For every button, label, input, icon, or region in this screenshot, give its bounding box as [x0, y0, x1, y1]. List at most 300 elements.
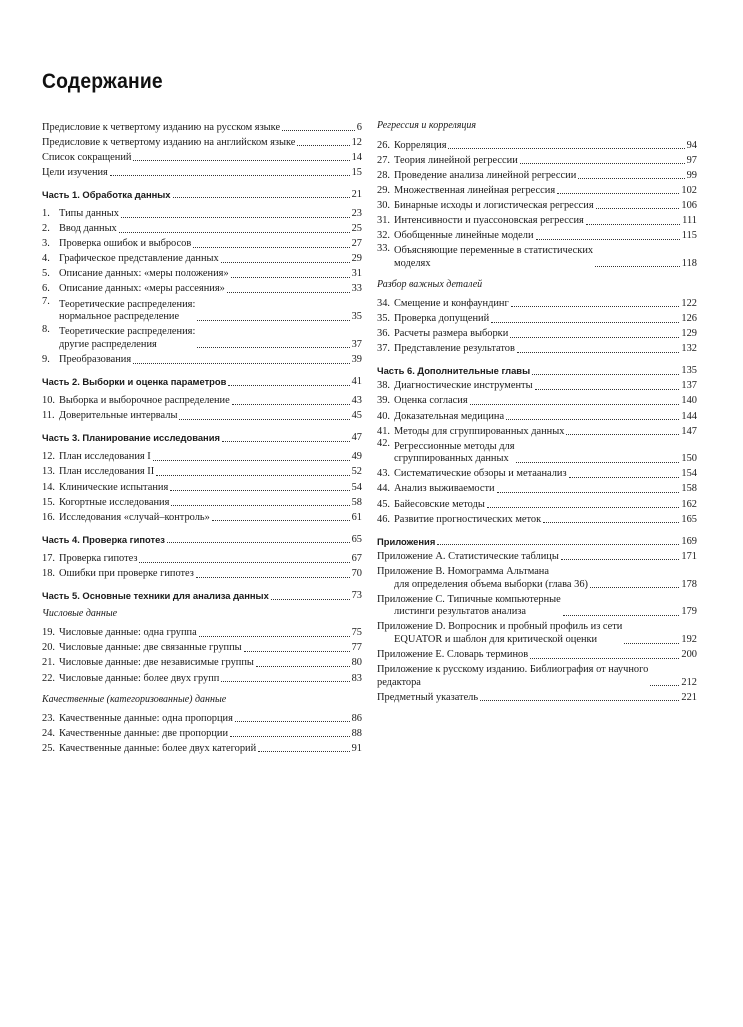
toc-page-number: 118 [681, 257, 697, 269]
toc-page-number: 221 [681, 691, 697, 703]
toc-page-number: 37 [351, 338, 362, 350]
chapter-number: 32. [377, 230, 390, 242]
toc-entry[interactable] [42, 509, 362, 524]
dot-leader [256, 666, 350, 667]
chapter-number: 23. [42, 712, 55, 724]
toc-part-heading[interactable] [42, 531, 362, 546]
toc-entry[interactable] [42, 236, 362, 251]
toc-page-number: 31 [351, 268, 362, 280]
toc-page-number: 61 [351, 511, 362, 523]
toc-entry[interactable] [377, 137, 697, 152]
toc-entry-text-line2: сгруппированных данных [394, 453, 509, 465]
toc-entry[interactable] [42, 740, 362, 755]
chapter-number: 14. [42, 481, 55, 493]
toc-entry-text: Систематические обзоры и метаанализ [394, 468, 567, 480]
dot-leader [448, 148, 684, 149]
toc-entry[interactable] [377, 197, 697, 212]
chapter-number: 40. [377, 410, 390, 422]
dot-leader [437, 544, 679, 545]
chapter-number: 30. [377, 199, 390, 211]
dot-leader [121, 217, 350, 218]
toc-part-title: Часть 5. Основные техники для анализа данных [42, 590, 269, 602]
toc-entry-text: Клинические испытания [59, 481, 169, 493]
toc-entry-text: Преобразования [59, 353, 132, 365]
toc-entry-text-line2: моделях [394, 257, 431, 269]
toc-entry[interactable] [42, 640, 362, 655]
toc-page-number: 94 [686, 139, 697, 151]
toc-page-number: 99 [686, 169, 697, 181]
toc-entry[interactable] [377, 647, 697, 662]
dot-leader [590, 587, 679, 588]
dot-leader [221, 681, 349, 682]
toc-entry[interactable] [377, 619, 697, 647]
toc-entry-text: Множественная линейная регрессия [394, 184, 556, 196]
toc-entry-text: Анализ выживаемости [394, 483, 495, 495]
toc-entry-text-line2: EQUATOR и шаблон для критической оценки [394, 633, 598, 645]
toc-entry[interactable] [377, 662, 697, 690]
chapter-number: 13. [42, 466, 55, 478]
toc-entry[interactable] [42, 251, 362, 266]
dot-leader [543, 522, 679, 523]
toc-entry[interactable] [42, 710, 362, 725]
toc-page-number: 77 [351, 642, 362, 654]
dot-leader [566, 434, 679, 435]
toc-entry-text-line2: для определения объема выборки (глава 36) [394, 578, 588, 590]
dot-leader [110, 175, 350, 176]
toc-page-number: 45 [351, 410, 362, 422]
chapter-number: 20. [42, 642, 55, 654]
toc-entry-text-line1: Приложение D. Вопросник и пробный профиль из сети [377, 621, 623, 633]
toc-entry[interactable] [42, 134, 362, 149]
dot-leader [561, 559, 680, 560]
toc-entry[interactable] [377, 466, 697, 481]
toc-entry-text-line1: Объясняющие переменные в статистических [394, 245, 594, 257]
chapter-number: 38. [377, 380, 390, 392]
toc-entry[interactable] [42, 550, 362, 565]
toc-page-number: 47 [351, 432, 362, 444]
toc-entry-text: Расчеты размера выборки [394, 328, 509, 340]
toc-entry-text: Диагностические инструменты [394, 380, 533, 392]
toc-entry-text: Выборка и выборочное распределение [59, 395, 230, 407]
toc-entry[interactable] [42, 324, 362, 352]
toc-entry-text: План исследования I [59, 451, 151, 463]
chapter-number: 39. [377, 395, 390, 407]
dot-leader [230, 736, 350, 737]
toc-page-number: 39 [351, 353, 362, 365]
chapter-number: 2. [42, 223, 50, 235]
toc-entry-text: План исследования II [59, 466, 155, 478]
toc-entry[interactable] [42, 266, 362, 281]
toc-entry[interactable] [42, 479, 362, 494]
chapter-number: 31. [377, 214, 390, 226]
toc-part-heading[interactable] [42, 186, 362, 201]
chapter-number: 22. [42, 672, 55, 684]
toc-entry[interactable] [377, 378, 697, 393]
dot-leader [232, 404, 350, 405]
toc-entry[interactable] [377, 310, 697, 325]
dot-leader [227, 292, 350, 293]
toc-part-title: Часть 4. Проверка гипотез [42, 533, 165, 545]
chapter-number: 1. [42, 207, 50, 219]
dot-leader [516, 462, 679, 463]
dot-leader [197, 320, 349, 321]
toc-entry[interactable] [42, 149, 362, 164]
chapter-number: 9. [42, 353, 50, 365]
toc-entry[interactable] [42, 655, 362, 670]
toc-entry[interactable] [42, 725, 362, 740]
toc-entry[interactable] [377, 393, 697, 408]
toc-page-number: 91 [351, 742, 362, 754]
toc-entry-text: Доказательная медицина [394, 410, 505, 422]
toc-entry[interactable] [377, 548, 697, 563]
toc-part-heading[interactable] [42, 430, 362, 445]
dot-leader [297, 145, 349, 146]
dot-leader [624, 643, 679, 644]
chapter-number: 11. [42, 410, 55, 422]
toc-page-number: 29 [351, 253, 362, 265]
toc-part-title: Приложения [377, 535, 436, 547]
chapter-number: 8. [42, 323, 50, 335]
toc-entry-text: Оценка согласия [394, 395, 468, 407]
toc-entry-text: Теория линейной регрессии [394, 154, 518, 166]
toc-entry[interactable] [377, 563, 697, 591]
toc-page-number: 14 [351, 151, 362, 163]
toc-entry[interactable] [377, 511, 697, 526]
toc-entry-text-line1: Теоретические распределения: [59, 326, 196, 338]
dot-leader [563, 615, 680, 616]
toc-entry[interactable] [377, 408, 697, 423]
toc-page-number: 80 [351, 657, 362, 669]
chapter-number: 33. [377, 242, 390, 254]
chapter-number: 36. [377, 328, 390, 340]
dot-leader [170, 490, 349, 491]
dot-leader [530, 658, 679, 659]
toc-entry-text: Качественные данные: две пропорции [59, 727, 229, 739]
toc-page-number: 75 [351, 627, 362, 639]
toc-page-number: 15 [351, 166, 362, 178]
toc-entry-text: Когортные исследования [59, 496, 170, 508]
toc-page-number: 111 [682, 214, 697, 226]
chapter-number: 44. [377, 483, 390, 495]
toc-page-number: 135 [681, 365, 697, 377]
dot-leader [196, 577, 350, 578]
chapter-number: 18. [42, 568, 55, 580]
toc-part-title: Часть 3. Планирование исследования [42, 432, 220, 444]
dot-leader [535, 389, 680, 390]
toc-entry-text: Байесовские методы [394, 498, 485, 510]
toc-entry-text: Представление результатов [394, 343, 515, 355]
toc-page-number: 102 [681, 184, 697, 196]
dot-leader [221, 262, 350, 263]
dot-leader [480, 700, 679, 701]
toc-left-column [42, 119, 362, 755]
toc-entry-text-line1: Приложение к русскому изданию. Библиография от научного [377, 664, 649, 676]
toc-entry[interactable] [42, 408, 362, 423]
chapter-number: 34. [377, 297, 390, 309]
toc-entry-text: Бинарные исходы и логистическая регрессия [394, 199, 594, 211]
toc-page-number: 41 [351, 376, 362, 387]
toc-entry-text: Приложение E. Словарь терминов [377, 649, 529, 660]
toc-page-number: 54 [351, 481, 362, 493]
toc-right-column [377, 119, 697, 704]
toc-entry-text: Корреляция [394, 139, 447, 151]
toc-part-title: Часть 1. Обработка данных [42, 188, 171, 200]
toc-entry-text: Описание данных: «меры положения» [59, 268, 229, 280]
toc-entry-text: Числовые данные: две связанные группы [59, 642, 242, 654]
toc-page-number: 88 [351, 727, 362, 739]
toc-entry-text: Смещение и конфаундинг [394, 297, 509, 309]
toc-entry[interactable] [42, 205, 362, 220]
toc-page-number: 25 [351, 223, 362, 235]
chapter-number: 46. [377, 513, 390, 525]
toc-entry-text: Приложение A. Статистические таблицы [377, 550, 559, 562]
toc-entry[interactable] [377, 341, 697, 356]
toc-entry[interactable] [377, 423, 697, 438]
toc-subsection-heading: Качественные (категоризованные) данные [42, 693, 227, 705]
toc-page-number: 86 [351, 712, 362, 724]
chapter-number: 29. [377, 184, 390, 196]
dot-leader [596, 208, 680, 209]
toc-entry[interactable] [42, 281, 362, 296]
toc-entry-text: Описание данных: «меры рассеяния» [59, 283, 225, 295]
toc-part-heading[interactable] [377, 363, 697, 378]
toc-entry-text: Проверка ошибок и выбросов [59, 238, 192, 250]
chapter-number: 4. [42, 253, 50, 265]
toc-entry[interactable] [377, 481, 697, 496]
chapter-number: 37. [377, 343, 390, 355]
chapter-number: 45. [377, 498, 390, 510]
chapter-number: 27. [377, 154, 390, 166]
toc-entry-text: Предисловие к четвертому изданию на английском языке [42, 136, 296, 148]
toc-entry[interactable] [42, 464, 362, 479]
toc-page-number: 12 [351, 136, 362, 148]
toc-entry[interactable] [42, 351, 362, 366]
toc-entry-text-line2: нормальное распределение [59, 311, 180, 323]
dot-leader [586, 224, 680, 225]
toc-entry-text: Исследования «случай–контроль» [59, 511, 210, 523]
toc-entry-text: Графическое представление данных [59, 253, 219, 265]
chapter-number: 35. [377, 312, 390, 324]
toc-page-number: 106 [681, 199, 697, 211]
chapter-number: 17. [42, 552, 55, 564]
chapter-number: 24. [42, 727, 55, 739]
toc-page-number: 132 [681, 343, 697, 355]
toc-part-heading[interactable] [42, 374, 362, 389]
chapter-number: 41. [377, 425, 390, 437]
chapter-number: 25. [42, 742, 55, 754]
toc-page-number: 158 [681, 483, 697, 495]
toc-page-number: 147 [681, 425, 697, 437]
toc-page-number: 137 [681, 380, 697, 392]
toc-entry-text-line1: Теоретические распределения: [59, 298, 196, 310]
dot-leader [497, 492, 680, 493]
dot-leader [557, 193, 679, 194]
dot-leader [510, 337, 679, 338]
toc-entry-text: Методы для сгруппированных данных [394, 425, 565, 437]
dot-leader [517, 352, 680, 353]
chapter-number: 5. [42, 268, 50, 280]
toc-entry[interactable] [42, 221, 362, 236]
toc-page-number: 144 [681, 410, 697, 422]
toc-entry[interactable] [42, 625, 362, 640]
toc-entry[interactable] [42, 494, 362, 509]
dot-leader [511, 306, 680, 307]
toc-entry[interactable] [377, 689, 697, 704]
toc-entry[interactable] [42, 393, 362, 408]
chapter-number: 42. [377, 438, 390, 450]
toc-page-number: 67 [351, 552, 362, 564]
toc-part-heading[interactable] [42, 588, 362, 603]
chapter-number: 16. [42, 511, 55, 523]
toc-page-number: 70 [351, 568, 362, 580]
toc-entry-text-line2: листинги результатов анализа [394, 606, 526, 618]
toc-entry[interactable] [42, 566, 362, 581]
toc-entry[interactable] [377, 167, 697, 182]
dot-leader [578, 178, 684, 179]
toc-entry-text: Проверка гипотез [59, 552, 138, 564]
toc-entry[interactable] [377, 326, 697, 341]
toc-entry-text: Интенсивности и пуассоновская регрессия [394, 214, 584, 226]
toc-page-number: 97 [686, 154, 697, 166]
dot-leader [193, 247, 349, 248]
toc-entry[interactable] [377, 438, 697, 466]
dot-leader [282, 130, 355, 131]
toc-entry[interactable] [42, 449, 362, 464]
toc-entry[interactable] [42, 670, 362, 685]
toc-page-number: 73 [351, 590, 362, 602]
dot-leader [532, 374, 679, 375]
dot-leader [520, 163, 685, 164]
chapter-number: 15. [42, 496, 55, 508]
toc-entry-text: Качественные данные: более двух категорий [59, 742, 257, 754]
toc-page-number: 65 [351, 533, 362, 545]
toc-entry[interactable] [377, 295, 697, 310]
dot-leader [173, 197, 350, 198]
toc-entry-text: Качественные данные: одна пропорция [59, 712, 233, 724]
dot-leader [156, 475, 349, 476]
dot-leader [222, 441, 350, 442]
dot-leader [235, 721, 350, 722]
chapter-number: 6. [42, 283, 50, 295]
toc-entry[interactable] [377, 212, 697, 227]
dot-leader [506, 419, 679, 420]
toc-page-number: 35 [351, 311, 362, 323]
dot-leader [167, 542, 350, 543]
toc-page-number: 150 [681, 453, 697, 465]
toc-entry-text: Ошибки при проверке гипотез [59, 568, 194, 580]
toc-page-number: 33 [351, 283, 362, 295]
toc-entry[interactable] [377, 228, 697, 243]
dot-leader [133, 363, 349, 364]
dot-leader [197, 347, 349, 348]
dot-leader [119, 232, 350, 233]
toc-part-heading[interactable] [377, 533, 697, 548]
toc-page-number: 169 [681, 535, 697, 547]
toc-entry-text: Предметный указатель [377, 691, 479, 703]
chapter-number: 21. [42, 657, 55, 669]
toc-entry[interactable] [42, 119, 362, 134]
toc-entry-text: Обобщенные линейные модели [394, 230, 534, 242]
toc-entry[interactable] [377, 152, 697, 167]
toc-page-number: 178 [681, 578, 697, 590]
toc-page-number: 179 [681, 606, 697, 618]
dot-leader [212, 520, 350, 521]
toc-entry[interactable] [42, 164, 362, 179]
toc-page-number: 200 [681, 649, 697, 660]
toc-entry-text: Ввод данных [59, 223, 117, 235]
chapter-number: 43. [377, 468, 390, 480]
dot-leader [179, 419, 349, 420]
toc-page-number: 43 [351, 395, 362, 407]
toc-page-number: 165 [681, 513, 697, 525]
toc-entry[interactable] [42, 296, 362, 324]
dot-leader [569, 477, 680, 478]
toc-page-number: 27 [351, 238, 362, 250]
toc-page-number: 115 [681, 230, 697, 242]
toc-entry-text: Числовые данные: две независимые группы [59, 657, 254, 669]
chapter-number: 12. [42, 451, 55, 463]
toc-page-number: 154 [681, 468, 697, 480]
toc-entry-text-line1: Приложение B. Номограмма Альтмана [377, 565, 549, 577]
toc-entry-text-line2: другие распределения [59, 338, 157, 350]
toc-page-number: 49 [351, 451, 362, 463]
toc-page-number: 171 [681, 550, 697, 562]
chapter-number: 7. [42, 296, 50, 308]
toc-page-number: 83 [351, 672, 362, 684]
chapter-number: 28. [377, 169, 390, 181]
toc-entry-text: Список сокращений [42, 151, 132, 163]
dot-leader [199, 636, 350, 637]
dot-leader [133, 160, 349, 161]
toc-entry-text-line1: Регрессионные методы для [394, 440, 515, 452]
dot-leader [244, 651, 350, 652]
toc-entry[interactable] [377, 243, 697, 271]
toc-part-title: Часть 6. Дополнительные главы [377, 365, 531, 377]
dot-leader [491, 322, 679, 323]
dot-leader [470, 404, 680, 405]
toc-subsection-heading: Регрессия и корреляция [377, 120, 477, 132]
toc-entry-text: Доверительные интервалы [59, 410, 178, 422]
chapter-number: 3. [42, 238, 50, 250]
toc-entry-text-line1: Приложение C. Типичные компьютерные [377, 593, 561, 605]
dot-leader [139, 562, 349, 563]
toc-entry-text: Развитие прогностических меток [394, 513, 542, 525]
toc-page-number: 212 [681, 676, 697, 688]
dot-leader [228, 385, 349, 386]
toc-entry[interactable] [377, 496, 697, 511]
toc-entry-text: Проверка допущений [394, 312, 490, 324]
dot-leader [536, 239, 680, 240]
toc-subsection-heading: Разбор важных деталей [377, 278, 483, 290]
toc-entry-text: Числовые данные: более двух групп [59, 672, 220, 684]
toc-subsection-heading: Числовые данные [42, 608, 118, 620]
dot-leader [258, 751, 349, 752]
dot-leader [153, 460, 350, 461]
toc-entry-text: Типы данных [59, 207, 119, 219]
toc-entry[interactable] [377, 182, 697, 197]
dot-leader [595, 266, 680, 267]
chapter-number: 26. [377, 139, 390, 151]
toc-page-number: 6 [356, 121, 362, 133]
toc-entry[interactable] [377, 591, 697, 619]
toc-page-number: 126 [681, 312, 697, 324]
toc-part-title: Часть 2. Выборки и оценка параметров [42, 376, 227, 387]
dot-leader [231, 277, 350, 278]
toc-page-number: 58 [351, 496, 362, 508]
toc-page-number: 192 [681, 633, 697, 645]
toc-page-number: 122 [681, 297, 697, 309]
toc-page-number: 162 [681, 498, 697, 510]
